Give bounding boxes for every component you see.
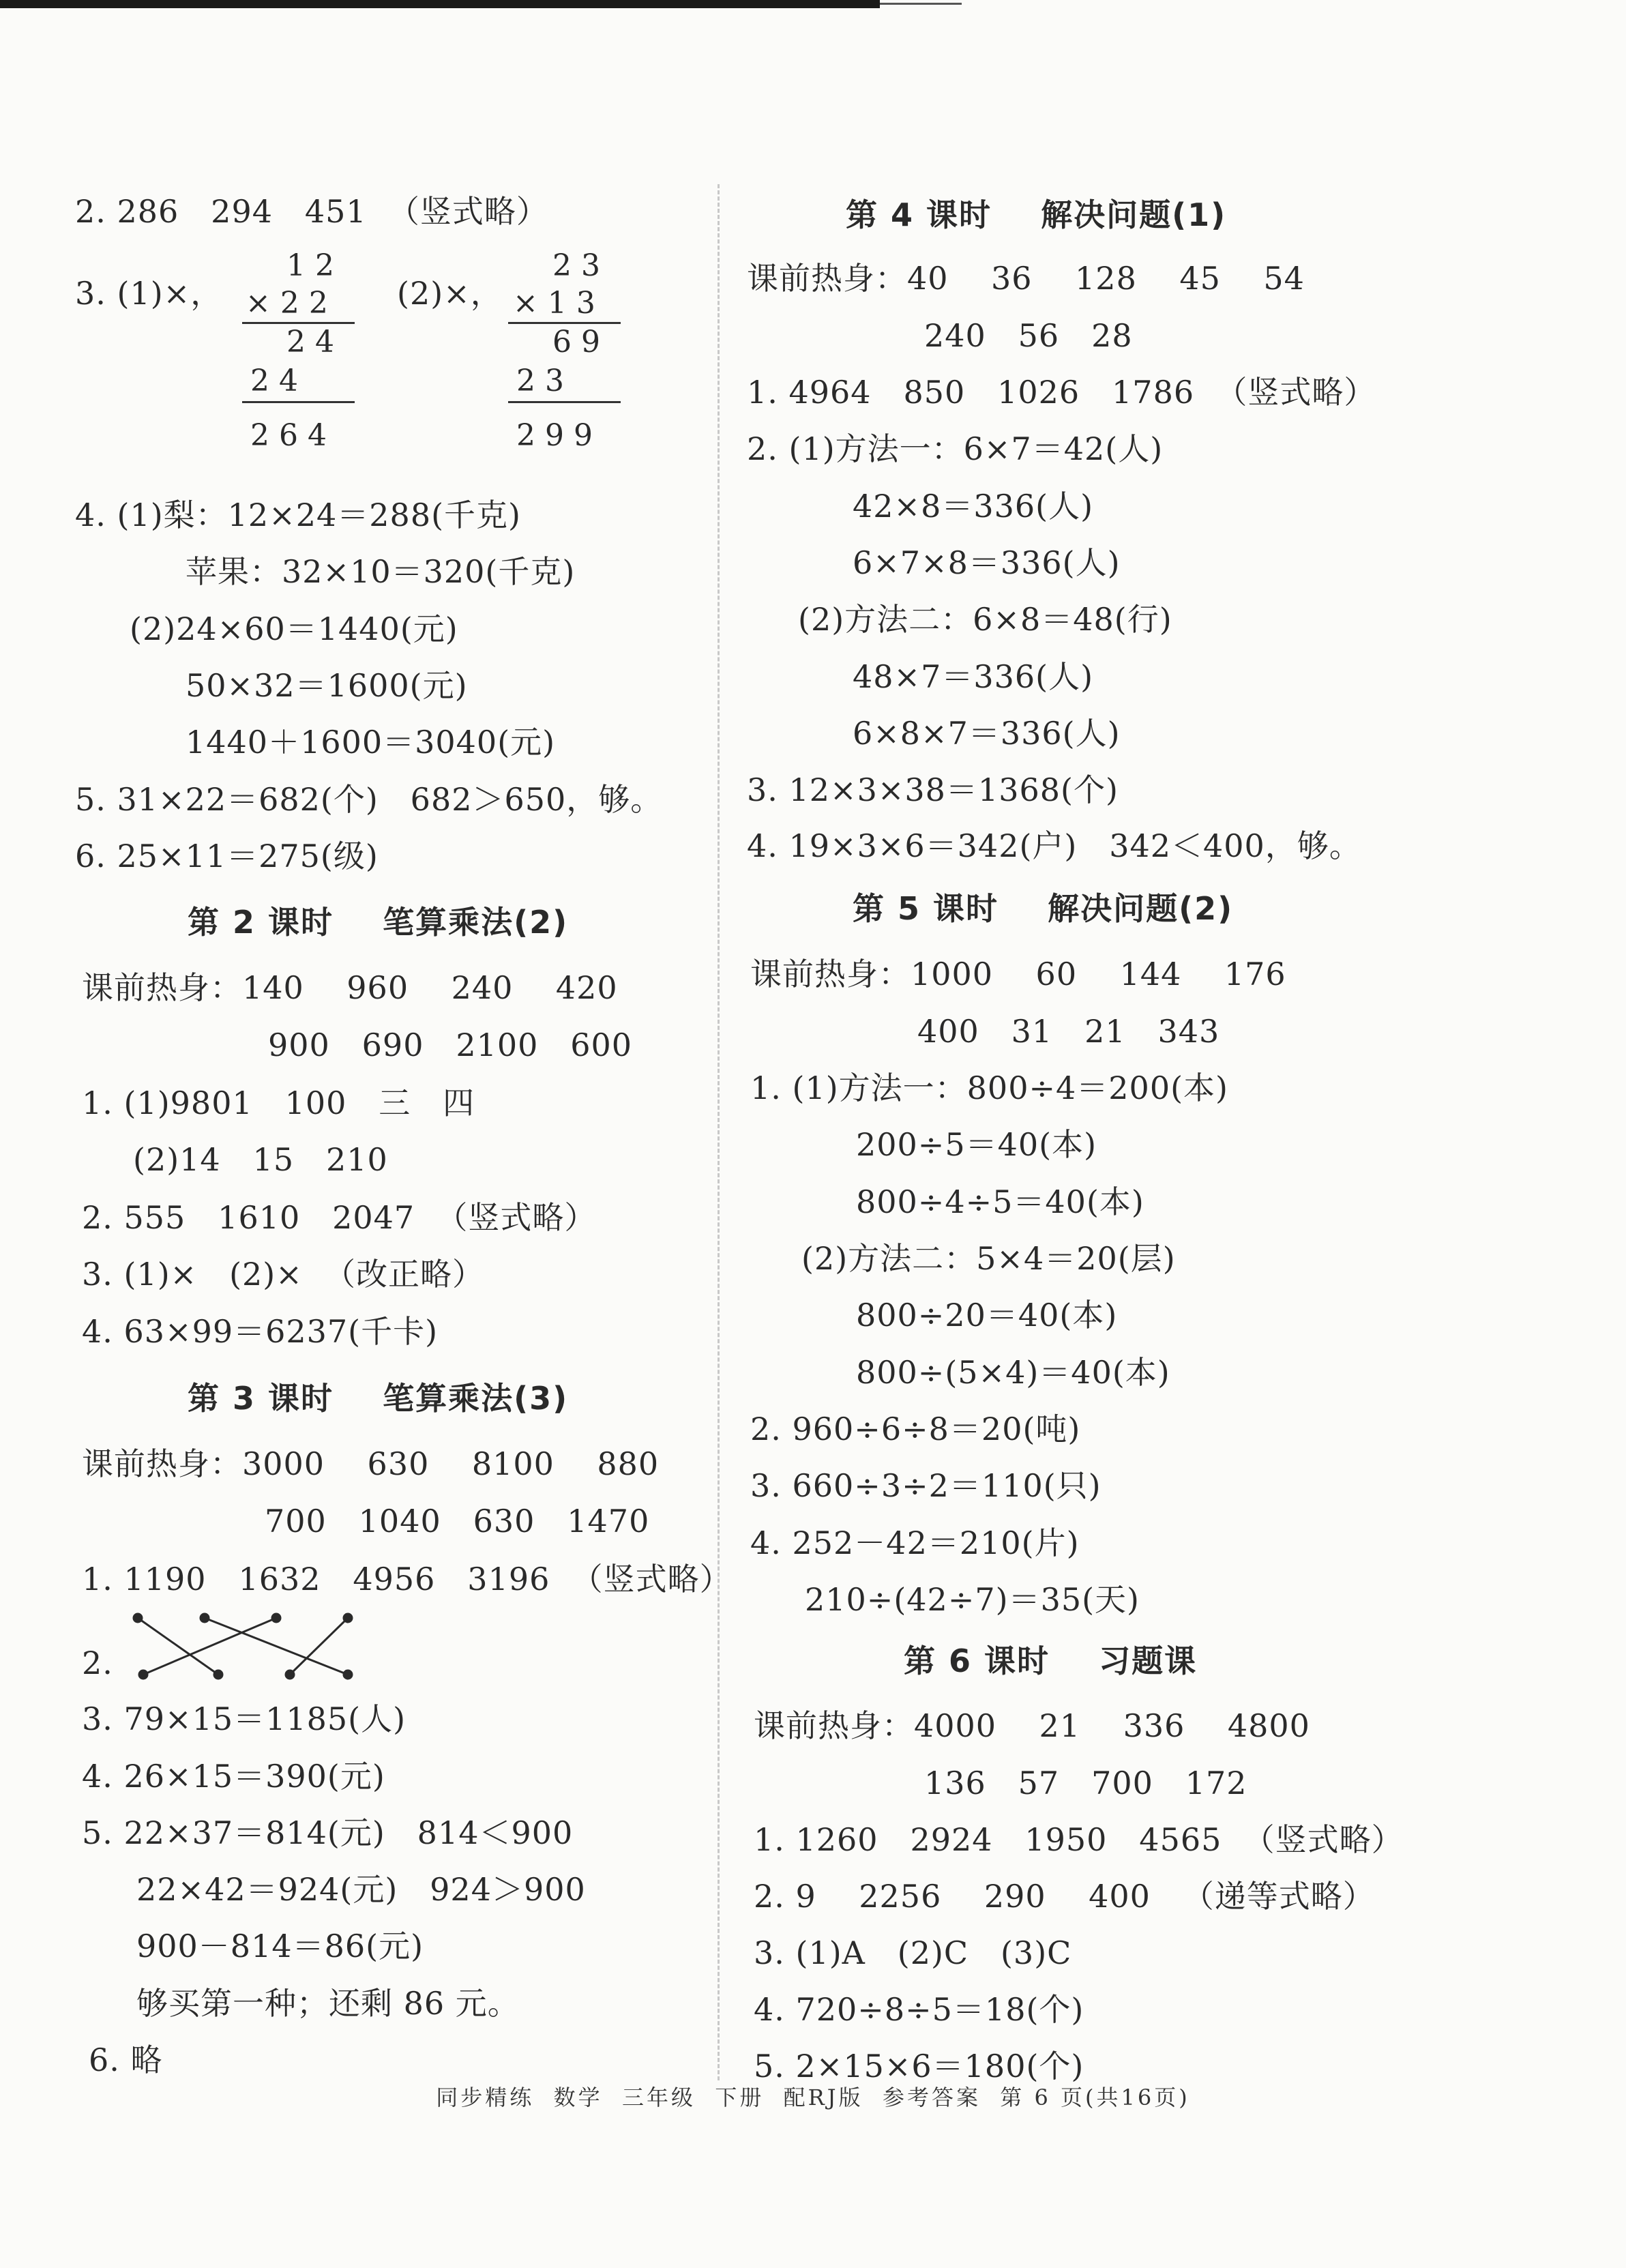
answer-line: 4. 720÷8÷5＝18(个) — [754, 1991, 1084, 2028]
answer-line: 800÷20＝40(本) — [856, 1297, 1118, 1334]
answer-line: 48×7＝336(人) — [853, 658, 1094, 695]
answer-line: 5. 2×15×6＝180(个) — [754, 2048, 1084, 2085]
answer-line: 2. 960÷6÷8＝20(吨) — [750, 1411, 1081, 1447]
item-3-label: 3. (1)×， — [75, 275, 223, 312]
answer-line: 200÷5＝40(本) — [856, 1126, 1097, 1163]
answer-line: 50×32＝1600(元) — [186, 667, 468, 704]
answer-line: 3. 660÷3÷2＝110(只) — [750, 1467, 1102, 1504]
answer-line: 5. 22×37＝814(元) 814＜900 — [82, 1814, 574, 1851]
answer-line: (2)方法二：6×8＝48(行) — [798, 601, 1172, 638]
answer-line: 1. (1)方法一：800÷4＝200(本) — [750, 1070, 1228, 1106]
answer-line: 苹果：32×10＝320(千克) — [186, 553, 576, 590]
answer-line: (2)方法二：5×4＝20(层) — [801, 1240, 1176, 1277]
answer-line: 3. (1)× (2)× （改正略） — [82, 1256, 485, 1293]
matching-lines-figure — [130, 1610, 361, 1685]
vm-a-row1: 1 2 — [286, 248, 334, 283]
vm-b-row5: 2 9 9 — [516, 418, 593, 453]
answer-line: 42×8＝336(人) — [853, 488, 1094, 525]
answer-line: 4. 19×3×6＝342(户) 342＜400，够。 — [747, 827, 1361, 864]
answer-line: 1. 1190 1632 4956 3196 （竖式略） — [82, 1561, 732, 1597]
vm-a-row3: 2 4 — [286, 325, 334, 359]
vm-b-rule2 — [508, 401, 621, 403]
answer-line: 4. 63×99＝6237(千卡) — [82, 1313, 439, 1350]
vm-b-row4: 2 3 — [516, 364, 564, 398]
item-3-label2: (2)×， — [397, 275, 503, 312]
answer-line: 900－814＝86(元) — [136, 1928, 424, 1964]
answer-line: (2)24×60＝1440(元) — [130, 610, 458, 647]
answer-line: 课前热身：1000 60 144 176 — [750, 956, 1286, 992]
vm-a-row4: 2 4 — [250, 364, 298, 398]
page-top-bar — [0, 0, 880, 8]
answer-line: 900 690 2100 600 — [268, 1027, 633, 1063]
vm-a-rule1 — [242, 322, 355, 324]
lesson-heading: 第 3 课时 笔算乘法(3) — [188, 1380, 569, 1417]
vm-b-rule1 — [508, 322, 621, 324]
lesson-heading: 第 5 课时 解决问题(2) — [853, 890, 1234, 927]
page-footer: 同步精练 数学 三年级 下册 配RJ版 参考答案 第 6 页(共16页) — [436, 2085, 1190, 2110]
lesson-heading: 第 6 课时 习题课 — [904, 1643, 1198, 1679]
answer-line: 210÷(42÷7)＝35(天) — [805, 1581, 1140, 1618]
lesson-heading: 第 4 课时 解决问题(1) — [846, 196, 1227, 233]
answer-line: 1. (1)9801 100 三 四 — [82, 1085, 475, 1121]
answer-line: 4. (1)梨：12×24＝288(千克) — [75, 497, 521, 533]
answer-line: 2. (1)方法一：6×7＝42(人) — [747, 430, 1164, 467]
answer-line: 3. (1)A (2)C (3)C — [754, 1934, 1072, 1971]
vm-a-row5: 2 6 4 — [250, 418, 327, 453]
column-divider — [718, 184, 720, 2080]
answer-line: 6. 略 — [89, 2042, 163, 2078]
answer-line: 240 56 28 — [924, 317, 1133, 354]
answer-line: 2. — [82, 1645, 113, 1681]
answer-line: 课前热身：40 36 128 45 54 — [747, 260, 1305, 297]
answer-line: 5. 31×22＝682(个) 682＞650，够。 — [75, 781, 663, 818]
answer-line: 3. 79×15＝1185(人) — [82, 1700, 406, 1737]
answer-line: 6. 25×11＝275(级) — [75, 838, 379, 874]
answer-line: (2)14 15 210 — [133, 1141, 388, 1178]
vm-a-rule2 — [242, 401, 355, 403]
answer-line: 1440＋1600＝3040(元) — [186, 724, 556, 761]
vm-b-row3: 6 9 — [552, 325, 600, 359]
vm-a-row2: × 2 2 — [246, 286, 328, 321]
page-top-bar-tail — [880, 3, 962, 5]
answer-line: 136 57 700 172 — [924, 1765, 1247, 1801]
answer-line: 2. 286 294 451 （竖式略） — [75, 193, 548, 230]
answer-line: 1. 4964 850 1026 1786 （竖式略） — [747, 374, 1376, 411]
answer-line: 课前热身：140 960 240 420 — [82, 969, 618, 1006]
answer-line: 课前热身：4000 21 336 4800 — [754, 1707, 1310, 1744]
vm-b-row2: × 1 3 — [513, 286, 595, 321]
answer-line: 800÷(5×4)＝40(本) — [856, 1354, 1170, 1391]
answer-line: 2. 555 1610 2047 （竖式略） — [82, 1199, 597, 1236]
answer-line: 22×42＝924(元) 924＞900 — [136, 1871, 586, 1908]
answer-line: 6×8×7＝336(人) — [853, 715, 1121, 752]
answer-line: 6×7×8＝336(人) — [853, 544, 1121, 581]
answer-line: 2. 9 2256 290 400 （递等式略） — [754, 1878, 1375, 1915]
answer-line: 3. 12×3×38＝1368(个) — [747, 771, 1119, 808]
answer-line: 1. 1260 2924 1950 4565 （竖式略） — [754, 1821, 1404, 1858]
lesson-heading: 第 2 课时 笔算乘法(2) — [188, 904, 569, 941]
answer-line: 够买第一种；还剩 86 元。 — [136, 1985, 520, 2022]
answer-line: 700 1040 630 1470 — [265, 1503, 650, 1540]
answer-line: 4. 252－42＝210(片) — [750, 1525, 1080, 1561]
answer-line: 课前热身：3000 630 8100 880 — [82, 1445, 660, 1482]
vm-b-row1: 2 3 — [552, 248, 600, 283]
answer-line: 4. 26×15＝390(元) — [82, 1758, 385, 1795]
answer-line: 400 31 21 343 — [917, 1013, 1220, 1050]
answer-line: 800÷4÷5＝40(本) — [856, 1183, 1144, 1220]
